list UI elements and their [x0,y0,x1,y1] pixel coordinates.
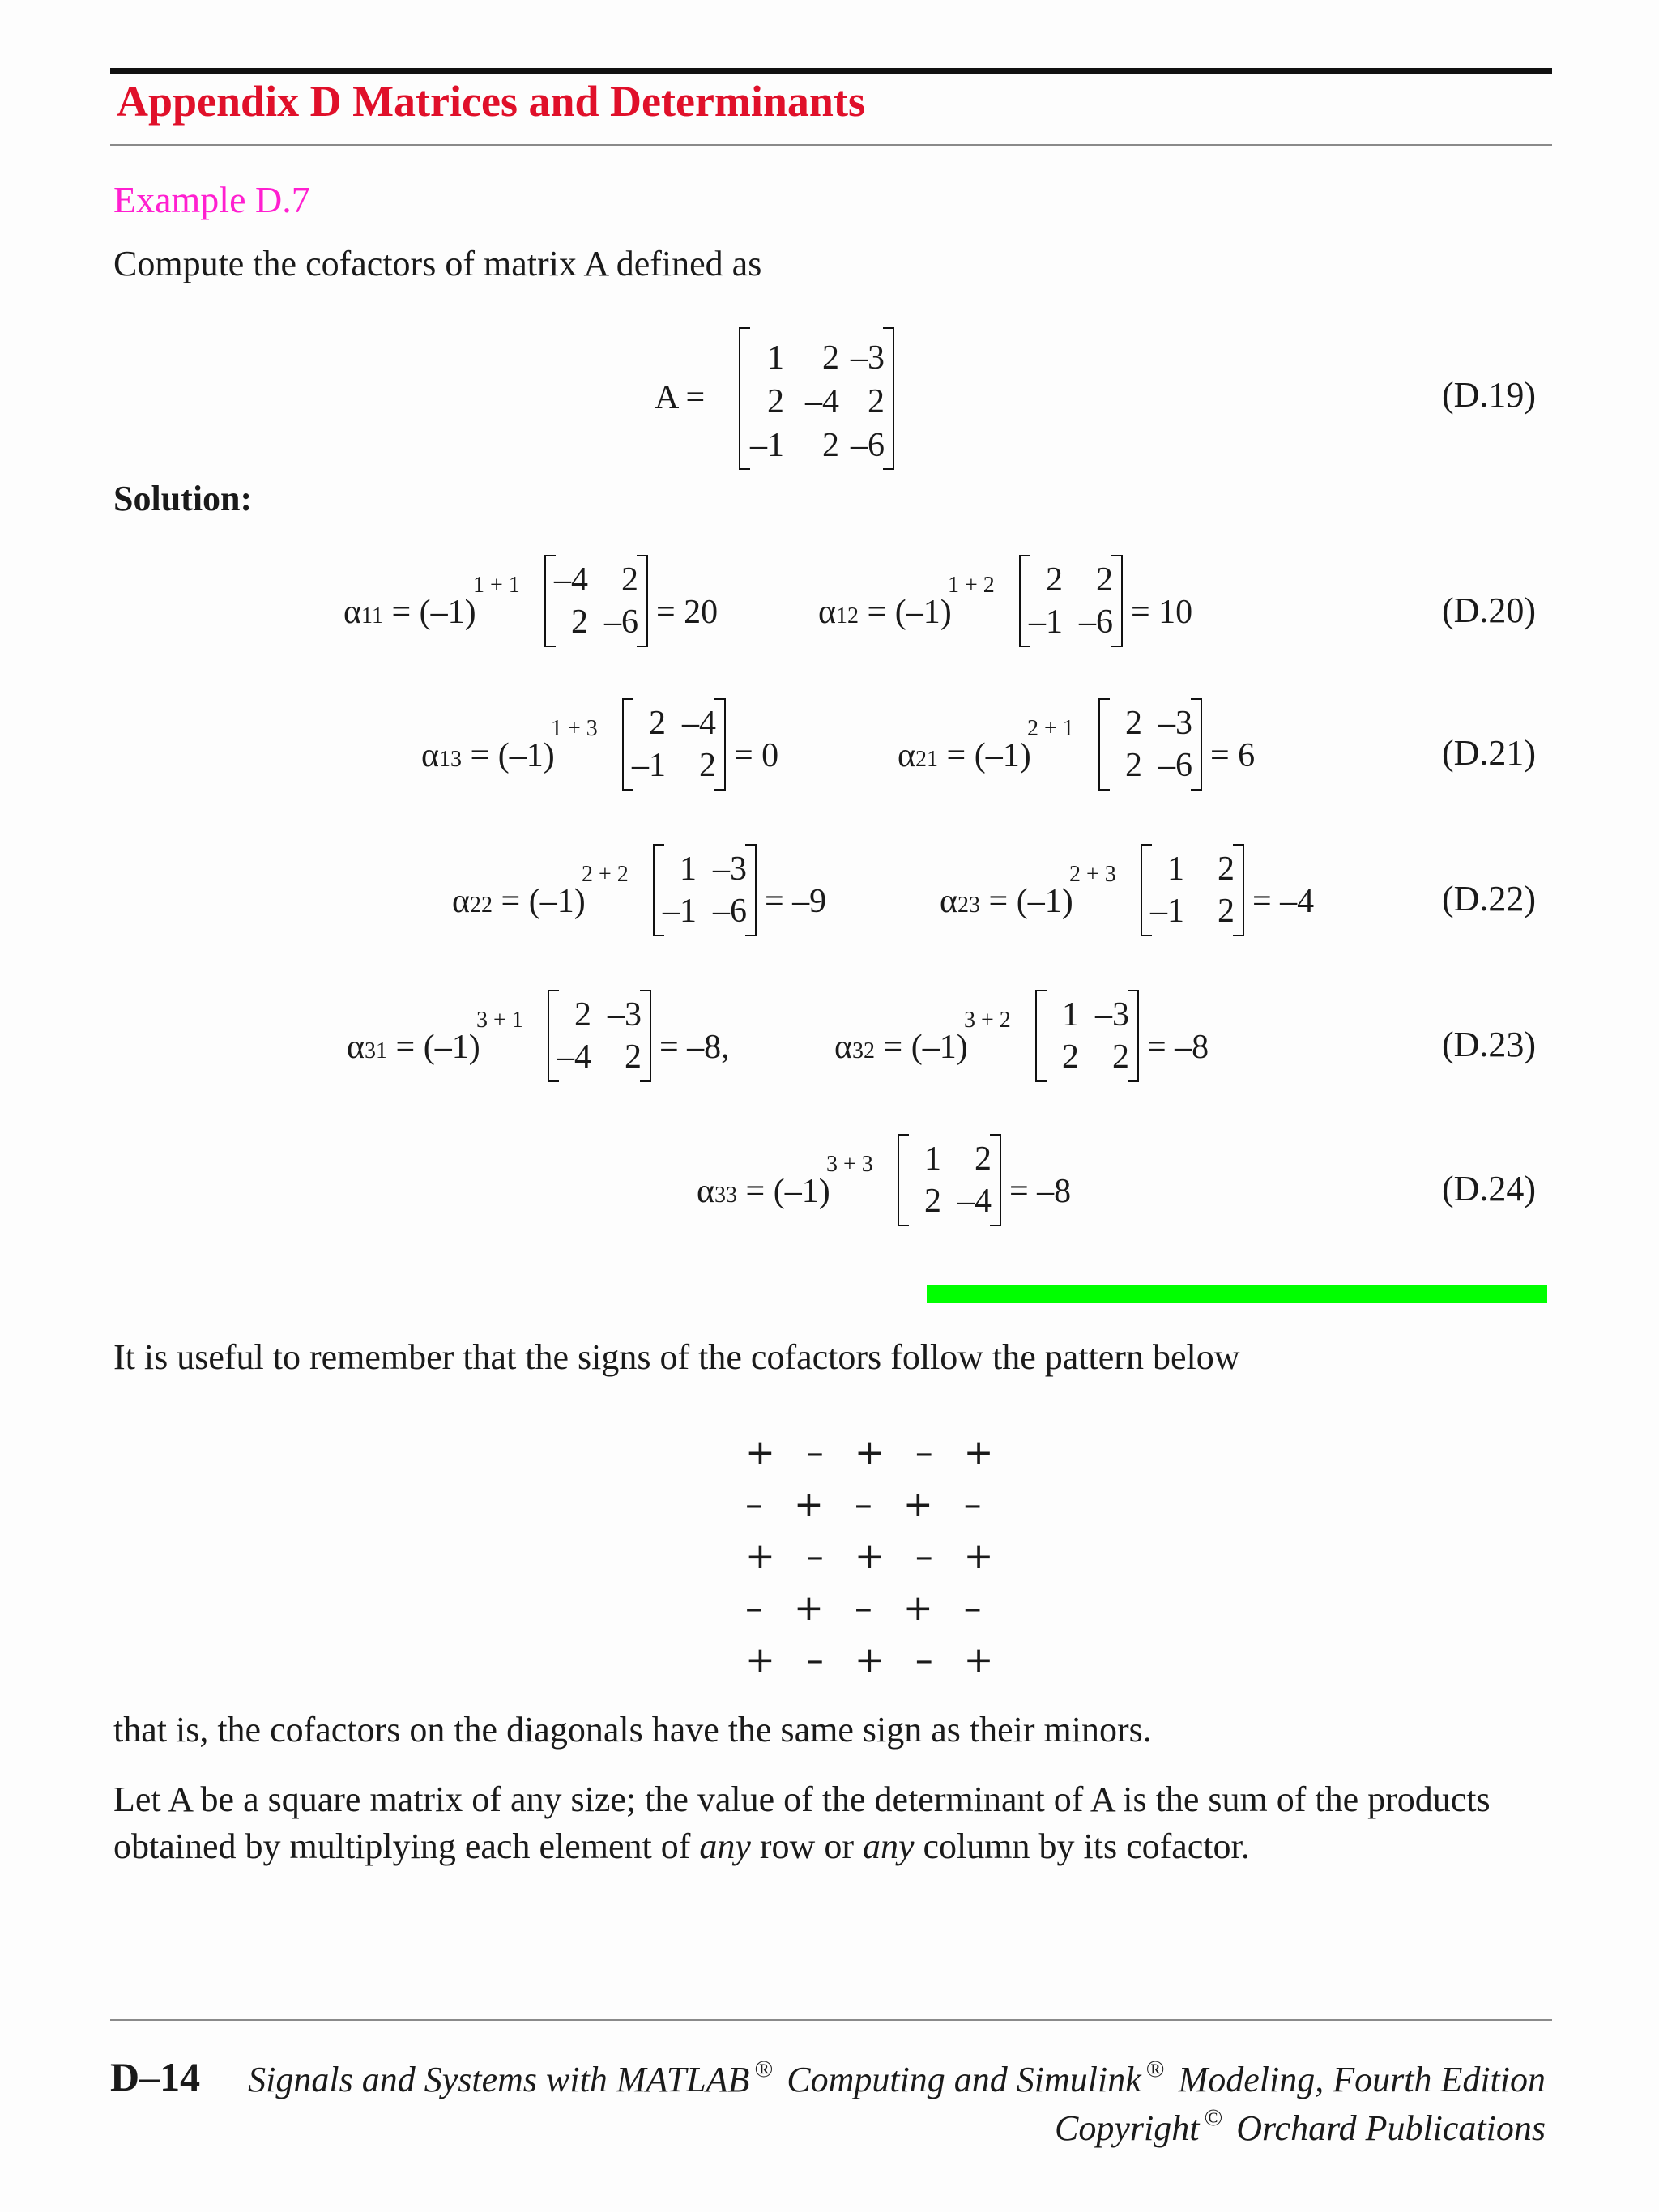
matrix-cell: 2 [822,427,839,464]
minor-cell: –3 [1158,705,1192,742]
matrix-name: A = [655,379,706,416]
equation-label: (D.19) [1442,375,1537,415]
alpha-symbol: α12 = (–1) [818,594,952,631]
sign-intro: It is useful to remember that the signs of the cofactors follow the pattern below [113,1337,1240,1377]
matrix-cell: –3 [851,339,885,377]
sign-row: + – + – + [745,1432,1004,1473]
sign-pattern [745,1432,1004,1691]
minor-cell: 2 [621,561,638,599]
chapter-title: Appendix D Matrices and Determinants [117,77,865,126]
determinant-line-2 [113,1822,1250,1871]
minor-matrix [1141,844,1244,936]
minor-cell: 2 [1046,561,1063,599]
sign-exponent: 1 + 2 [948,573,995,598]
minor-matrix [548,990,651,1082]
minor-cell: 2 [975,1140,992,1178]
sign-row: – + – + – [745,1588,992,1629]
minor-matrix [1098,698,1202,791]
minor-cell: 1 [1062,996,1079,1034]
minor-cell: 2 [1125,705,1142,742]
minor-cell: –1 [632,747,666,784]
equation-label: (D.20) [1442,590,1537,630]
sign-exponent: 1 + 1 [473,573,520,598]
minor-matrix [653,844,757,936]
alpha-symbol: α23 = (–1) [940,883,1073,920]
minor-cell: –3 [1095,996,1129,1034]
minor-cell: 1 [680,850,697,888]
minor-cell: 1 [1167,850,1184,888]
emphasis-any: any [862,1826,915,1866]
minor-cell: 2 [1062,1038,1079,1076]
sign-row: + – + – + [745,1639,1004,1681]
top-rule [110,68,1552,74]
sign-exponent: 3 + 1 [476,1008,523,1033]
alpha-symbol: α21 = (–1) [898,737,1031,774]
book-title-part: Signals and Systems with MATLAB [248,2060,750,2099]
cofactor-result: = –8 [1147,1029,1209,1066]
minor-matrix [622,698,726,791]
sign-row: + – + – + [745,1536,1004,1577]
matrix-cell: –4 [805,383,839,420]
alpha-symbol: α32 = (–1) [834,1029,968,1066]
minor-cell: 2 [699,747,716,784]
minor-cell: 2 [1112,1038,1129,1076]
highlight-bar [927,1285,1547,1303]
cofactor-index: 11 [361,603,383,629]
minor-cell: –1 [1150,893,1184,930]
minor-cell: 2 [1125,747,1142,784]
minor-cell: –6 [604,603,638,641]
minor-cell: –6 [1158,747,1192,784]
determinant-line-1: Let A be a square matrix of any size; the value of the determinant of A is the sum of the products [113,1779,1491,1819]
text-run: row or [750,1826,863,1866]
matrix-cell: 1 [767,339,784,377]
minor-cell: –6 [1079,603,1113,641]
minor-cell: –4 [682,705,716,742]
minor-cell: –6 [713,893,747,930]
cofactor-index: 33 [714,1183,738,1208]
cofactor-result: = 10 [1131,594,1193,631]
minor-cell: 2 [1218,893,1235,930]
minor-matrix [1035,990,1139,1082]
alpha-symbol: α31 = (–1) [347,1029,480,1066]
matrix-a [739,327,894,470]
emphasis-any: any [699,1826,751,1866]
minor-cell: 1 [924,1140,941,1178]
cofactor-index: 32 [852,1038,876,1063]
minor-matrix [898,1134,1001,1226]
cofactor-result: = –4 [1252,883,1315,920]
alpha-symbol: α22 = (–1) [452,883,586,920]
sign-exponent: 1 + 3 [551,716,598,741]
matrix-cell: 2 [767,383,784,420]
sign-exponent: 2 + 3 [1069,862,1116,887]
sign-row: – + – + – [745,1484,992,1525]
alpha-symbol: α33 = (–1) [697,1173,830,1210]
matrix-cell: –6 [851,427,885,464]
matrix-cell: 2 [822,339,839,377]
publisher-name: Orchard Publications [1227,2108,1546,2148]
sign-exponent: 3 + 3 [826,1152,873,1177]
copyright-symbol: © [1204,2104,1223,2131]
cofactor-result: = 0 [734,737,779,774]
minor-cell: 2 [1096,561,1113,599]
minor-cell: –3 [608,996,642,1034]
cofactor-index: 23 [957,893,981,918]
minor-cell: 2 [649,705,666,742]
minor-cell: 2 [571,603,588,641]
equation-label: (D.21) [1442,733,1537,773]
cofactor-index: 31 [365,1038,388,1063]
text-run: column by its cofactor. [914,1826,1250,1866]
equation-label: (D.22) [1442,879,1537,918]
minor-cell: –4 [554,561,588,599]
equation-label: (D.23) [1442,1025,1537,1064]
sign-exponent: 2 + 2 [582,862,629,887]
diagonal-note: that is, the cofactors on the diagonals have the same sign as their minors. [113,1710,1152,1750]
minor-matrix [1019,555,1123,647]
minor-cell: –1 [1029,603,1063,641]
sign-exponent: 3 + 2 [964,1008,1011,1033]
copyright-line [1055,2104,1546,2149]
text-run: obtained by multiplying each element of [113,1826,700,1866]
minor-cell: –1 [663,893,697,930]
minor-cell: 2 [924,1183,941,1220]
minor-cell: –4 [957,1183,992,1220]
matrix-cell: 2 [868,383,885,420]
cofactor-result: = 20 [656,594,719,631]
cofactor-result: = 6 [1210,737,1256,774]
book-title-part: Computing and Simulink [778,2060,1141,2099]
cofactor-index: 21 [915,747,939,772]
minor-cell: –3 [713,850,747,888]
cofactor-result: = –9 [765,883,827,920]
minor-cell: 2 [1218,850,1235,888]
example-statement: Compute the cofactors of matrix A defined as [113,244,762,283]
page-number: D–14 [110,2054,201,2099]
sign-exponent: 2 + 1 [1027,716,1074,741]
alpha-symbol: α13 = (–1) [421,737,555,774]
cofactor-result: = –8, [659,1029,730,1066]
registered-mark: ® [754,2056,774,2082]
cofactor-result: = –8 [1009,1173,1072,1210]
copyright-text: Copyright [1055,2108,1200,2148]
cofactor-index: 22 [470,893,493,918]
cofactor-index: 13 [439,747,463,772]
matrix-cell: –1 [750,427,784,464]
book-title-part: Modeling, Fourth Edition [1169,2060,1546,2099]
alpha-symbol: α11 = (–1) [343,594,476,631]
registered-mark: ® [1145,2056,1165,2082]
minor-cell: –4 [557,1038,591,1076]
book-title [248,2056,1546,2100]
header-rule [110,144,1552,146]
footer-rule [110,2019,1552,2021]
equation-label: (D.24) [1442,1169,1537,1208]
example-title: Example D.7 [113,179,310,220]
solution-heading: Solution: [113,479,253,518]
cofactor-index: 12 [836,603,859,629]
minor-cell: 2 [625,1038,642,1076]
minor-cell: 2 [574,996,591,1034]
minor-matrix [544,555,648,647]
